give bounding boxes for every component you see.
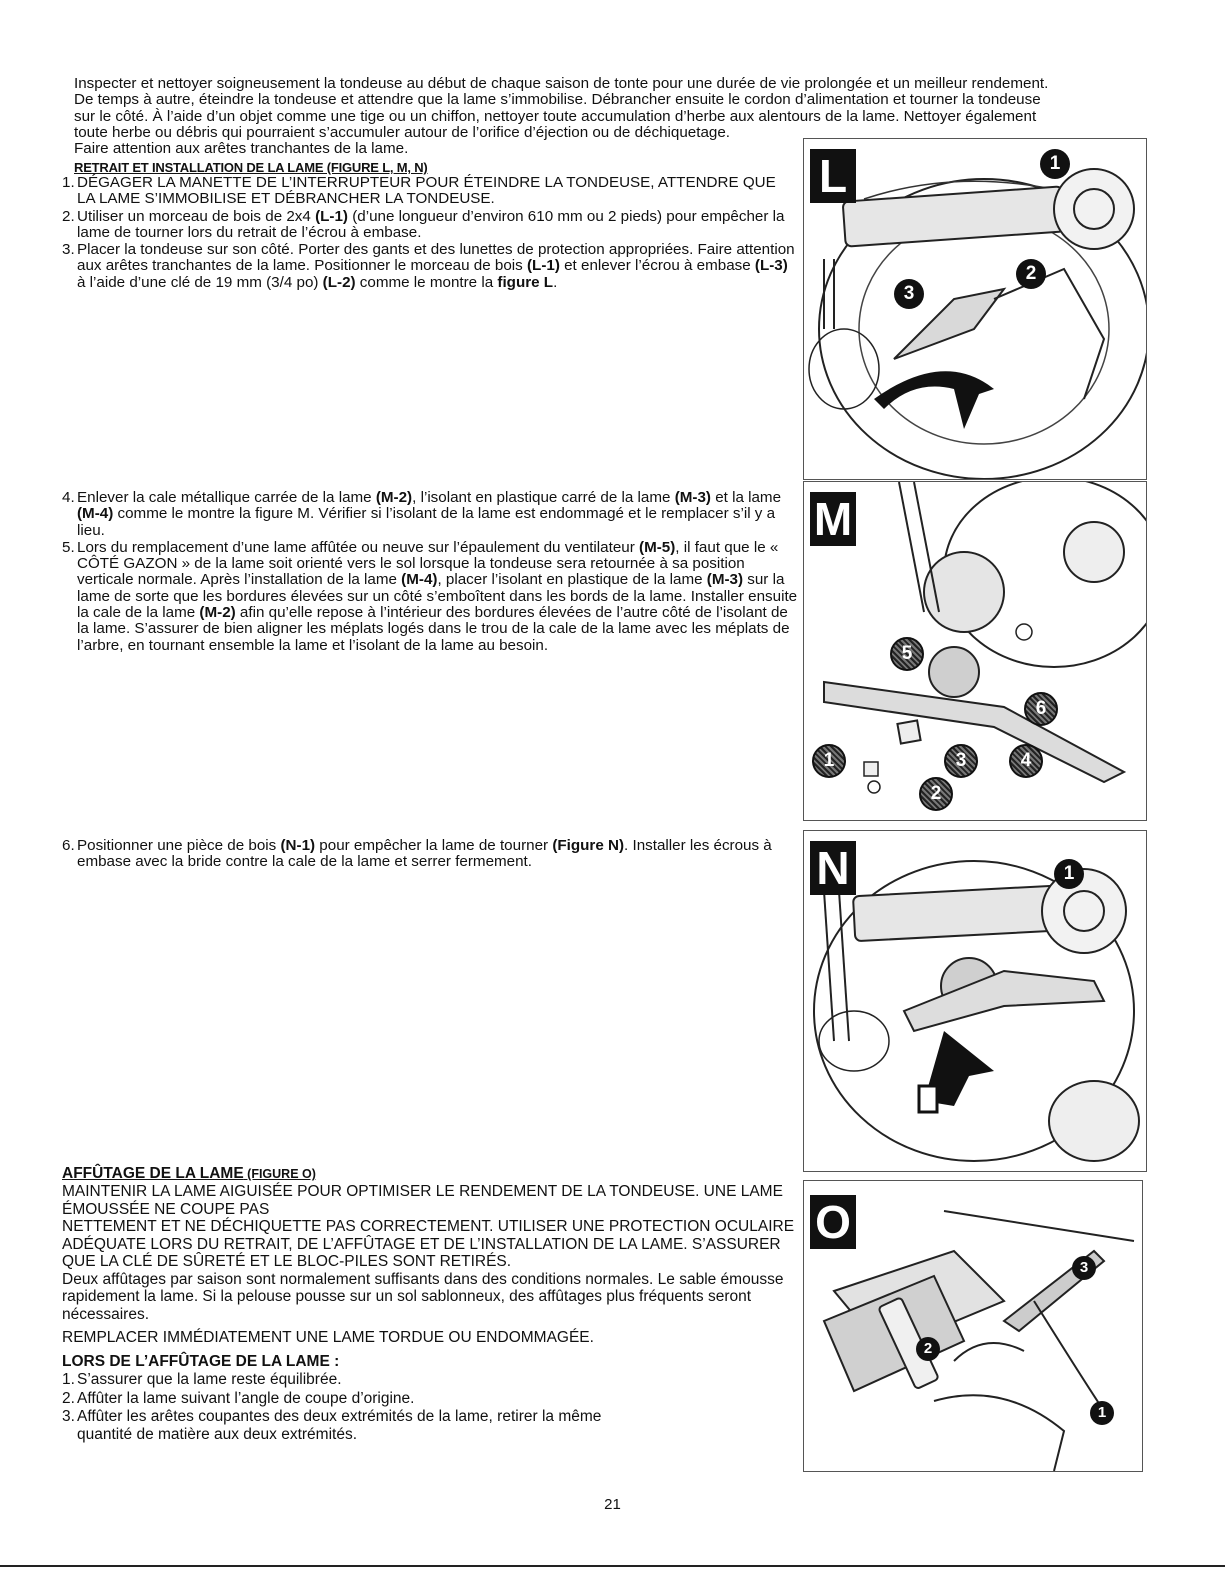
step-3: 3. Placer la tondeuse sur son côté. Porter des gants et des lunettes de protection appropriées. Faire attention aux arêtes tranchantes de la lame. Positionner le morceau de bois (L-1) et enlever l’écrou à embase (L-3) à l’aide d’une clé de 19 mm (3/4 po) (L-2) comme le montre la figure L.: [62, 241, 795, 291]
step-4: 4. Enlever la cale métallique carrée de la lame (M-2), l’isolant en plastique carré de la lame (M-3) et la lame (M-4) comme le montre la figure M. Vérifier si l’isolant de la lame est endommagé et le remplacer s’il y a lieu.: [62, 489, 782, 539]
bottom-rule: [0, 1565, 1225, 1567]
callout-badge: 1: [1040, 149, 1070, 179]
sharpening-warning-line: NETTEMENT ET NE DÉCHIQUETTE PAS CORRECTEMENT. UTILISER UNE PROTECTION OCULAIRE ADÉQUATE LORS DU RETRAIT, DE L’AFFÛTAGE ET DE L’INSTALLATION DE LA LAME. S’ASSURER QUE LA CLÉ DE SÛRETÉ ET LE BLOC-PILES SONT RETIRÉS.: [62, 1218, 795, 1270]
step-1: 1. DÉGAGER LA MANETTE DE L’INTERRUPTEUR POUR ÉTEINDRE LA TONDEUSE, ATTENDRE QUE LA LAME S’IMMOBILISE ET DÉBRANCHER LA TONDEUSE.: [62, 174, 776, 208]
intro-line: Faire attention aux arêtes tranchantes de la lame.: [74, 140, 409, 158]
figure-l: [803, 138, 1147, 480]
callout-badge: 1: [1090, 1401, 1114, 1425]
figure-letter: N: [810, 841, 856, 895]
intro-line: toute herbe ou débris qui pourraient s’accumuler autour de l’orifice d’éjection ou de déchiquetage.: [74, 123, 731, 141]
steps-4-5: [62, 490, 802, 655]
intro-line: Inspecter et nettoyer soigneusement la tondeuse au début de chaque saison de tonte pour une durée de vie prolongée et un meilleur rendement.: [74, 75, 1049, 92]
callout-badge: 3: [944, 744, 978, 778]
callout-badge: 2: [916, 1337, 940, 1361]
step-6: 6. Positionner une pièce de bois (N-1) pour empêcher la lame de tourner (Figure N). Installer les écrous à embase avec la bride contre la cale de la lame et serrer fermement.: [62, 837, 772, 871]
sharpening-body: [62, 1183, 800, 1444]
callout-badge: 1: [812, 744, 846, 778]
sharpening-subheading: LORS DE L’AFFÛTAGE DE LA LAME :: [62, 1352, 340, 1370]
step-2: 2. Utiliser un morceau de bois de 2x4 (L-1) (d’une longueur d’environ 610 mm ou 2 pieds) pour empêcher la lame de tourner lors du retrait de l’écrou à embase.: [62, 207, 785, 241]
callout-badge: 2: [919, 777, 953, 811]
figure-letter: L: [810, 149, 856, 203]
figure-m: [803, 481, 1147, 821]
sharpening-note: Deux affûtages par saison sont normalement suffisants dans des conditions normales. Le sable émousse rapidement la lame. Si la pelouse pousse sur un sol sablonneux, des affûtages plus fréquents seront nécessaires.: [62, 1270, 784, 1323]
figure-letter: O: [810, 1195, 856, 1249]
page-number: 21: [604, 1496, 621, 1513]
sharpen-step-1: 1. S’assurer que la lame reste équilibrée.: [62, 1371, 342, 1388]
figure-o: [803, 1180, 1143, 1472]
callout-badge: 3: [894, 279, 924, 309]
intro-line: sur le côté. À l’aide d’un objet comme une tige ou un chiffon, nettoyer toute accumulation d’herbe aux alentours de la lame. Nettoyer également: [74, 107, 1037, 125]
callout-badge: 6: [1024, 692, 1058, 726]
sharpen-step-2: 2. Affûter la lame suivant l’angle de coupe d’origine.: [62, 1389, 415, 1407]
steps-1-3: [62, 175, 797, 292]
callout-badge: 2: [1016, 259, 1046, 289]
callout-badge: 3: [1072, 1256, 1096, 1280]
figure-n: [803, 830, 1147, 1172]
step-6-block: [62, 838, 802, 872]
section-heading-blade-sharpening: AFFÛTAGE DE LA LAME (FIGURE O): [62, 1165, 316, 1182]
intro-line: De temps à autre, éteindre la tondeuse et attendre que la lame s’immobilise. Débrancher ensuite le cordon d’alimentation et tourner la tondeuse: [74, 91, 1041, 109]
figure-letter: M: [810, 492, 856, 546]
section-heading-blade-removal: RETRAIT ET INSTALLATION DE LA LAME (FIGURE L, M, N): [74, 160, 428, 175]
sharpening-warning-line: MAINTENIR LA LAME AIGUISÉE POUR OPTIMISER LE RENDEMENT DE LA TONDEUSE. UNE LAME ÉMOUSSÉE NE COUPE PAS: [62, 1183, 783, 1218]
step-5: 5. Lors du remplacement d’une lame affûtée ou neuve sur l’épaulement du ventilateur (M-5), il faut que le « CÔTÉ GAZON » de la lame soit orienté vers le sol lorsque la tondeuse sera retournée à sa position verticale normale. Après l’installation de la lame (M-4), placer l’isolant en plastique de la lame (M-3) sur la lame de sorte que les bordures élevées sur un côté s’emboîtent dans les bords de la lame. Installer ensuite la cale de la lame (M-2) afin qu’elle repose à l’intérieur des bordures élevées de l’autre côté de l’isolant de la lame. S’assurer de bien aligner les méplats logés dans le trou de la cale de la lame avec les méplats de l’arbre, en tournant ensemble la lame et l’isolant de la lame au besoin.: [62, 538, 798, 654]
sharpen-step-3: 3. Affûter les arêtes coupantes des deux extrémités de la lame, retirer la même quantité de matière aux deux extrémités.: [62, 1408, 602, 1443]
replace-blade-warning: REMPLACER IMMÉDIATEMENT UNE LAME TORDUE OU ENDOMMAGÉE.: [62, 1329, 594, 1346]
callout-badge: 4: [1009, 744, 1043, 778]
callout-badge: 1: [1054, 859, 1084, 889]
callout-badge: 5: [890, 637, 924, 671]
